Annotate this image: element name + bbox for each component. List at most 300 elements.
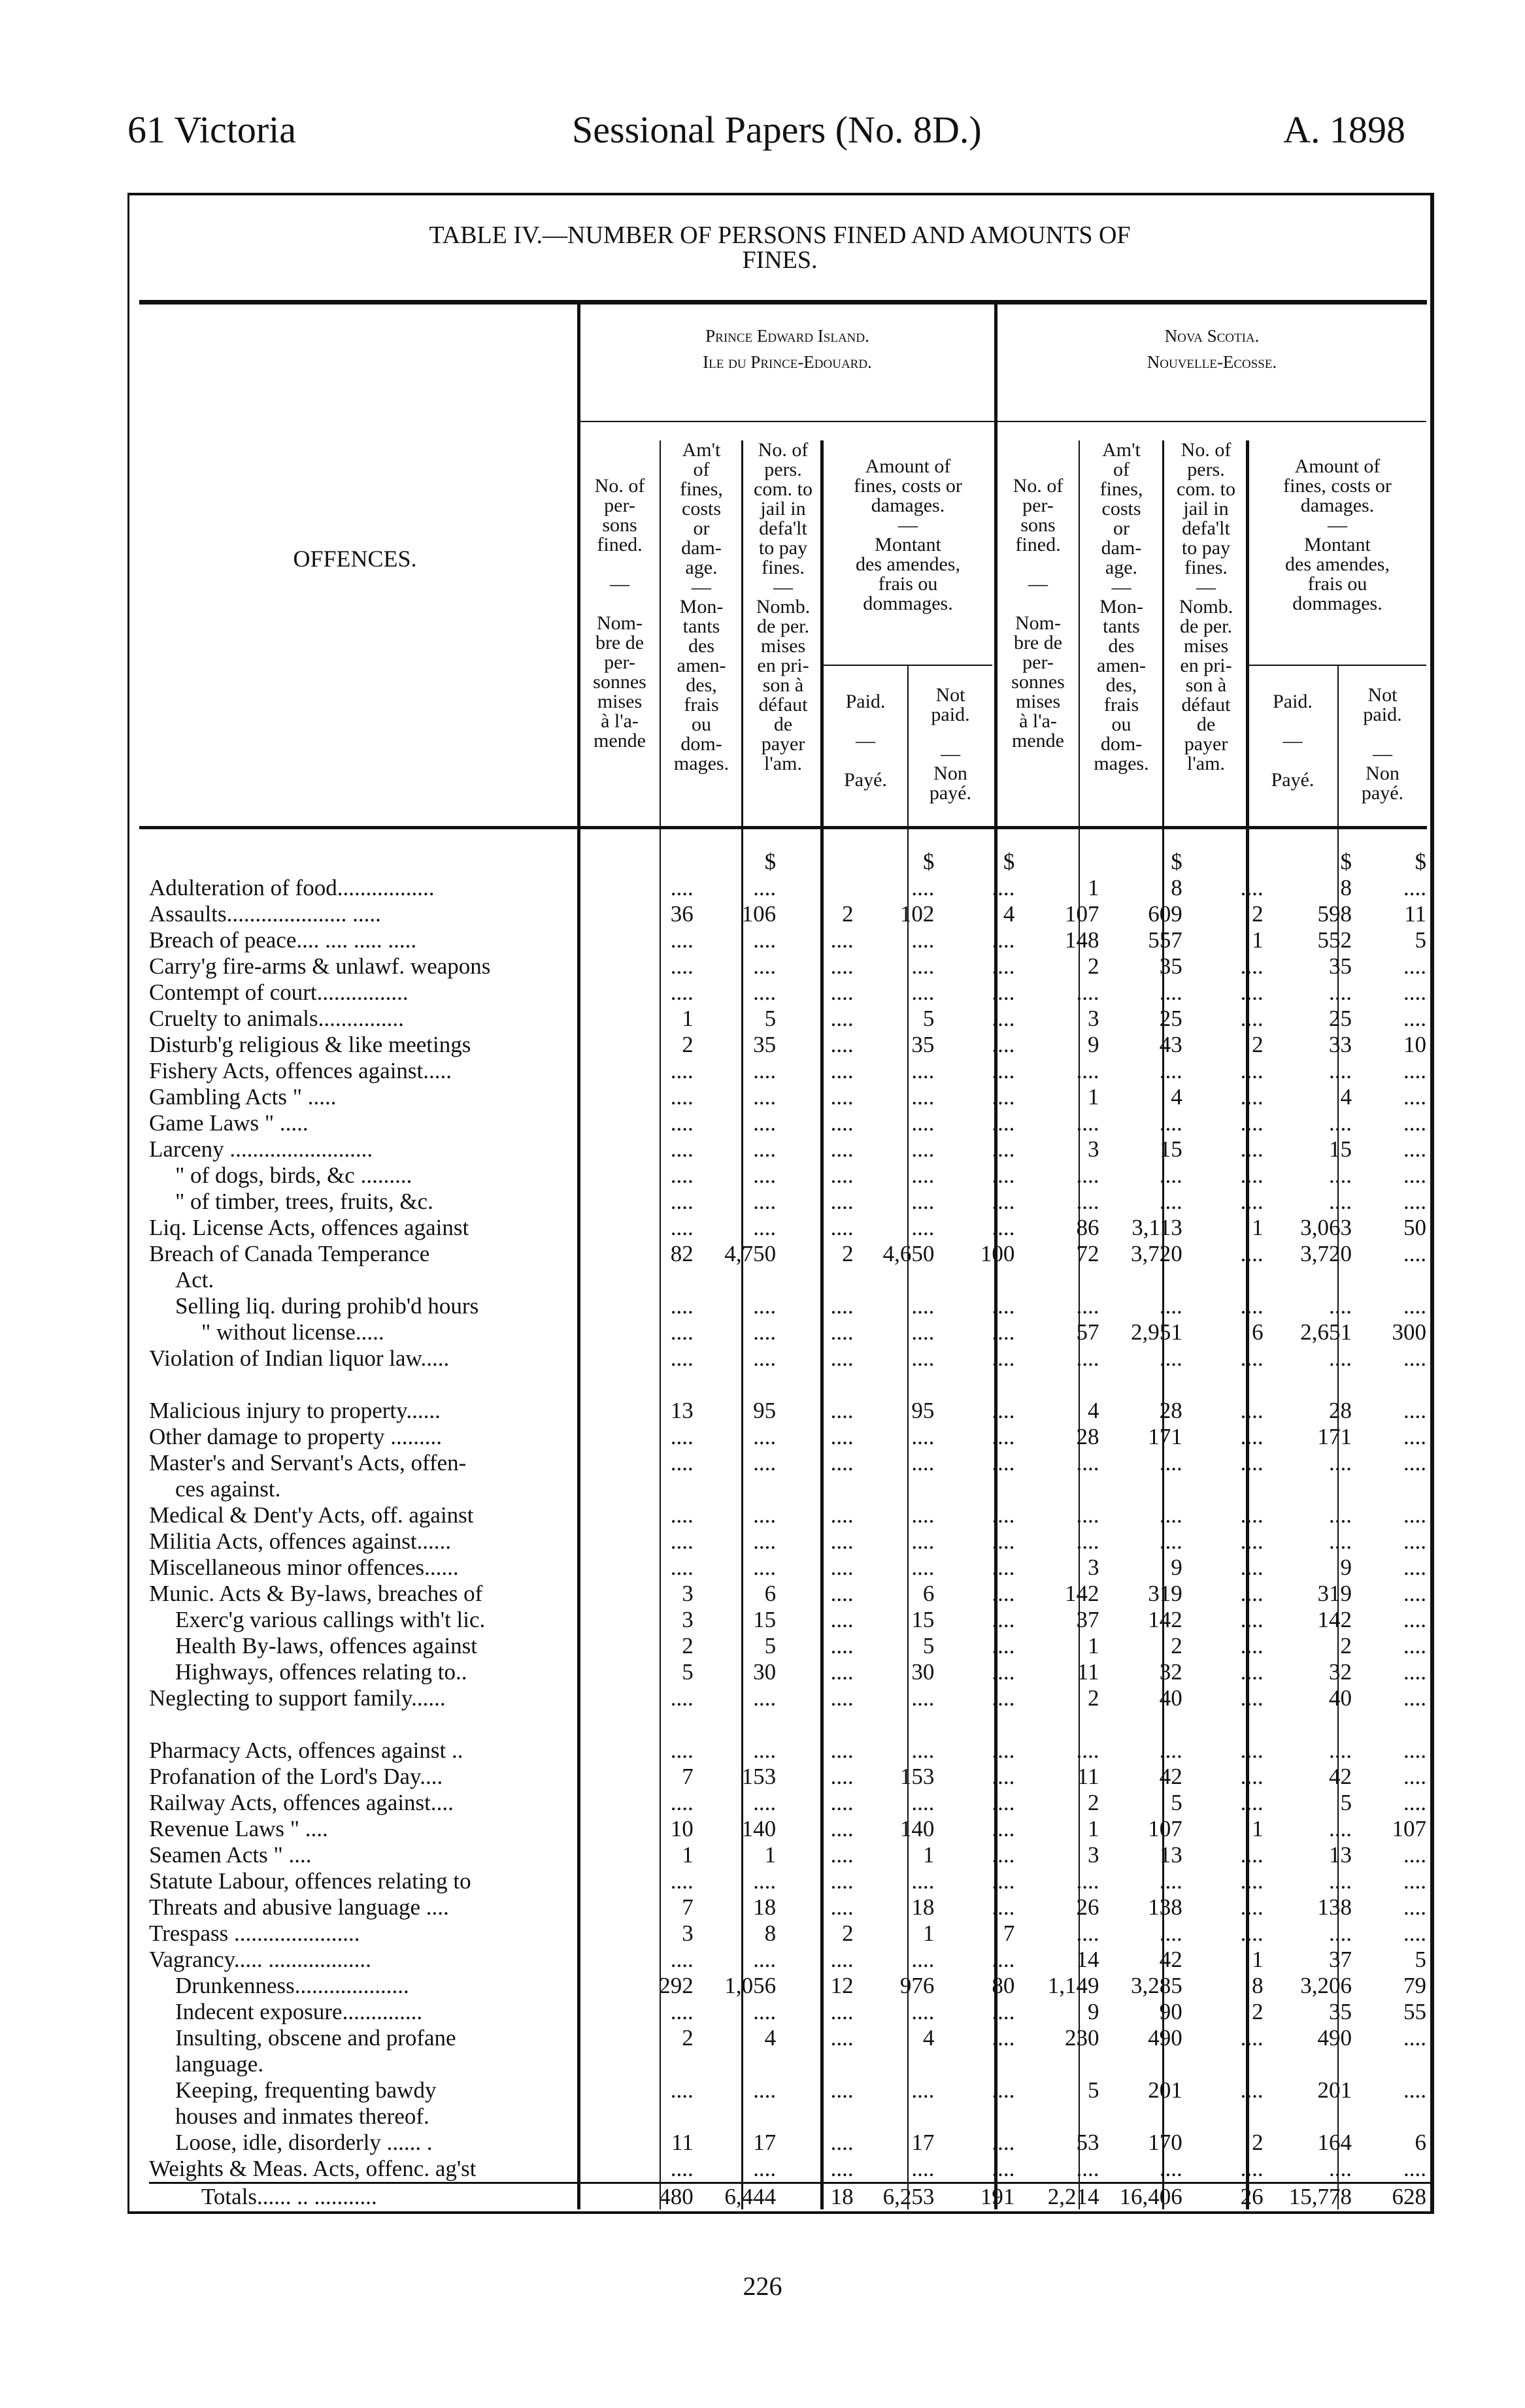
table-cell: 2 [842,1921,854,1946]
table-cell: .... [753,2077,777,2103]
table-cell: .... [1159,1293,1182,1319]
table-cell [697,1476,780,1502]
header-year: A. 1898 [1283,108,1405,151]
table-cell: .... [1328,1293,1352,1319]
table-cell: .... [1076,2156,1099,2181]
table-cell: .... [1240,1345,1264,1371]
pei-amount-group-head: Amount of fines, costs or damages. — Montant des amendes, frais ou dommages. [854,455,962,614]
offence-label: language. [175,2051,264,2077]
table-cell: 40 [1328,1685,1352,1711]
table-cell: .... [992,1999,1015,2024]
offence-label: Gambling Acts " ..... [149,1084,337,1110]
table-cell: .... [992,953,1015,979]
table-row [149,2156,1430,2183]
table-cell [697,2051,780,2077]
table-cell: .... [992,1581,1015,1606]
table-cell: $ [922,849,935,874]
offence-label: Munic. Acts & By-laws, breaches of [149,1581,483,1606]
table-cell: .... [911,1790,935,1815]
table-cell: .... [670,2156,694,2181]
table-frame [127,193,1434,2214]
table-cell: 26 [1076,1894,1099,1920]
table-cell: 2 [842,901,854,927]
ns-paid-rule [1248,665,1426,666]
table-cell: 6 [1252,1319,1264,1345]
table-cell: .... [753,1790,777,1815]
table-row [149,1319,1430,1345]
table-row [149,1502,1430,1528]
table-cell: .... [1328,1189,1352,1214]
table-cell: 42 [1159,1947,1182,1972]
table-cell: .... [830,1450,854,1476]
province-rule [580,421,1426,422]
table-cell: .... [992,1502,1015,1528]
table-cell: .... [753,1424,777,1449]
table-cell: 3 [1087,1842,1099,1868]
table-cell: 55 [1403,1999,1426,2024]
table-cell: 201 [1148,2077,1182,2103]
table-cell [1267,2051,1356,2077]
table-cell: .... [911,2156,935,2181]
table-cell [1267,1476,1356,1502]
table-cell: 4 [922,2025,935,2051]
table-cell: .... [1403,1345,1426,1371]
table-cell [780,1476,858,1502]
table-cell [858,2103,939,2130]
table-cell: .... [753,1345,777,1371]
province-pei-name-fr: Ile du Prince-Edouard. [703,352,872,372]
table-cell: .... [753,2156,777,2181]
table-cell: .... [1403,980,1426,1005]
table-cell [1186,1267,1267,1293]
table-cell: 171 [1317,1424,1352,1449]
table-cell: 6 [922,1581,935,1606]
offence-label: Miscellaneous minor offences...... [149,1555,459,1580]
table-cell: .... [753,1502,777,1528]
table-cell: .... [992,1136,1015,1162]
table-cell: 2 [1252,1032,1264,1057]
table-cell: .... [1159,2156,1182,2181]
table-cell: .... [1403,1555,1426,1580]
table-cell: .... [670,980,694,1005]
table-cell: .... [1403,1293,1426,1319]
table-cell: .... [670,1189,694,1214]
offence-label: Game Laws " ..... [149,1110,309,1136]
table-cell: 5 [1415,1947,1426,1972]
table-cell: .... [670,1058,694,1083]
table-cell: .... [911,1999,935,2024]
table-cell: 107 [1064,901,1099,927]
table-row [149,1659,1430,1685]
table-cell: .... [670,1528,694,1554]
offence-label: Health By-laws, offences against [175,1633,477,1658]
province-ns [997,323,1426,375]
table-cell: 30 [911,1659,935,1685]
offence-label: Selling liq. during prohib'd hours [175,1293,479,1319]
table-cell [1103,2103,1186,2130]
table-cell: .... [1240,1136,1264,1162]
table-cell: .... [911,2077,935,2103]
table-row [149,927,1430,953]
table-cell: 33 [1328,1032,1352,1057]
table-cell: 5 [1415,927,1426,953]
table-cell: .... [1403,1921,1426,1946]
table-cell: 7 [682,1894,694,1920]
table-cell: .... [1240,1424,1264,1449]
table-cell [1018,2051,1103,2077]
table-cell: .... [1328,1450,1352,1476]
table-cell: 201 [1317,2077,1352,2103]
table-cell: 36 [670,901,694,927]
table-cell: 191 [938,2183,1018,2211]
table-cell: .... [992,1842,1015,1868]
table-cell: .... [992,1084,1015,1110]
table-cell: .... [1240,1868,1264,1894]
pei-jail-head: No. of pers. com. to jail in defa'lt to pay fines. — Nomb. de per. mises en pri- son à défaut de payer l'am. [754,439,813,774]
table-cell: 106 [741,901,777,927]
table-cell: .... [1159,1345,1182,1371]
offence-label: Revenue Laws " .... [149,1816,328,1841]
table-cell: 79 [1403,1973,1426,1998]
table-cell: .... [911,1868,935,1894]
offence-label: Malicious injury to property...... [149,1398,441,1423]
table-cell: 1 [1087,1816,1099,1841]
table-cell: .... [1159,1868,1182,1894]
table-cell: 140 [741,1816,777,1841]
table-cell [858,1476,939,1502]
table-cell: 15 [1159,1136,1182,1162]
table-cell: 230 [1064,2025,1099,2051]
table-cell: 148 [1064,927,1099,953]
offence-label: Assaults..................... ..... [149,901,381,927]
ns-amount-head: Am't of fines, costs or dam- age. — Mon- tants des amen- des, frais ou dom- mages. [1094,439,1149,774]
table-cell: .... [1403,1528,1426,1554]
table-cell: 480 [615,2183,697,2211]
table-cell: 153 [741,1764,777,1789]
offence-label [149,836,615,875]
table-cell: .... [1076,1293,1099,1319]
table-cell: .... [1159,1189,1182,1214]
offence-label: Weights & Meas. Acts, offenc. ag'st [149,2156,477,2181]
table-cell: .... [670,1215,694,1240]
table-cell: 17 [911,2130,935,2155]
table-cell: .... [830,1633,854,1658]
table-cell: .... [753,953,777,979]
table-cell: .... [1076,1450,1099,1476]
table-cell: 3 [682,1581,694,1606]
table-cell: .... [992,1764,1015,1789]
table-row [149,1973,1430,1999]
table-cell: 53 [1076,2130,1099,2155]
table-cell: .... [830,1189,854,1214]
table-cell: .... [830,1293,854,1319]
offence-label: ces against. [175,1476,281,1502]
table-row [149,1868,1430,1894]
table-row [149,1921,1430,1947]
table-cell: .... [911,1502,935,1528]
table-cell [1186,2103,1267,2130]
table-cell: .... [670,1502,694,1528]
table-row [149,1633,1430,1659]
table-cell [938,2103,1018,2130]
table-cell: 3,206 [1300,1973,1352,1998]
table-cell: .... [670,1790,694,1815]
table-cell: .... [1159,1921,1182,1946]
table-cell: .... [1240,1189,1264,1214]
table-cell: .... [1403,1738,1426,1763]
table-row [149,2051,1430,2077]
table-cell: .... [753,1450,777,1476]
table-cell: .... [992,2130,1015,2155]
table-cell: .... [1240,1790,1264,1815]
table-cell: .... [753,1136,777,1162]
table-cell: .... [1403,1136,1426,1162]
table-cell: .... [911,980,935,1005]
table-cell: 2 [842,1241,854,1266]
offence-label: Insulting, obscene and profane [175,2025,456,2051]
table-cell: .... [753,1868,777,1894]
table-title-line1: TABLE IV.—NUMBER OF PERSONS FINED AND AMOUNTS OF [429,222,1131,249]
fines-table [149,836,1430,2210]
pei-paid-head: Paid. — Payé. [844,691,887,791]
table-cell: .... [830,1528,854,1554]
table-cell: 138 [1317,1894,1352,1920]
table-cell: 6 [764,1581,777,1606]
table-cell: 40 [1159,1685,1182,1711]
table-cell: 1 [1252,927,1264,953]
table-cell: 164 [1317,2130,1352,2155]
table-cell: .... [992,1058,1015,1083]
table-cell: .... [1076,1345,1099,1371]
table-cell: .... [1240,2156,1264,2181]
table-cell: .... [911,1163,935,1188]
spacer-row [149,1711,1430,1738]
table-cell: .... [753,1215,777,1240]
table-cell: 11 [1077,1659,1099,1685]
table-cell: .... [1403,1764,1426,1789]
table-cell: .... [1403,1842,1426,1868]
table-cell: .... [1240,2025,1264,2051]
table-row [149,1189,1430,1215]
page-header [127,108,1405,160]
table-cell: .... [753,1947,777,1972]
table-row [149,1607,1430,1633]
table-cell: 319 [1317,1581,1352,1606]
table-cell: .... [753,1685,777,1711]
table-cell [697,1267,780,1293]
table-cell: .... [1240,1163,1264,1188]
table-cell: .... [830,1581,854,1606]
table-cell: 490 [1317,2025,1352,2051]
table-cell: .... [670,1450,694,1476]
table-cell: .... [1403,1189,1426,1214]
table-cell: .... [992,1398,1015,1423]
table-cell: 2 [1252,901,1264,927]
table-cell: .... [670,1555,694,1580]
table-cell: .... [911,1450,935,1476]
table-cell: 1 [1252,1947,1264,1972]
table-cell: .... [753,1528,777,1554]
table-cell: 16,406 [1103,2183,1186,2211]
table-cell: 32 [1159,1659,1182,1685]
table-cell: .... [830,1894,854,1920]
table-cell: .... [911,1528,935,1554]
table-cell: 82 [670,1241,694,1266]
table-cell: .... [1403,1110,1426,1136]
offence-label: Carry'g fire-arms & unlawf. weapons [149,953,491,979]
table-cell: .... [830,1424,854,1449]
table-cell: .... [1076,1738,1099,1763]
spacer-row [149,1372,1430,1398]
table-row [149,1816,1430,1842]
table-cell: 2 [682,2025,694,2051]
table-cell [1018,836,1103,875]
table-cell: 142 [1064,1581,1099,1606]
table-cell: .... [1403,1659,1426,1685]
dollar-sign-row [149,836,1430,875]
table-cell: .... [1240,953,1264,979]
table-cell: 15,778 [1267,2183,1356,2211]
table-row [149,1764,1430,1790]
table-cell: .... [753,1319,777,1345]
table-cell: .... [911,1345,935,1371]
table-cell: 15 [1328,1136,1352,1162]
table-cell [1186,2051,1267,2077]
table-cell: 5 [1087,2077,1099,2103]
table-cell: .... [911,1293,935,1319]
table-cell: .... [992,2156,1015,2181]
table-cell: .... [1076,1058,1099,1083]
table-cell: .... [670,2077,694,2103]
table-cell: .... [830,2156,854,2181]
table-cell: .... [992,1319,1015,1345]
table-cell: .... [1240,1084,1264,1110]
table-cell: 2 [1340,1633,1352,1658]
table-cell: 10 [1403,1032,1426,1057]
table-cell: .... [753,1084,777,1110]
ns-paid-head: Paid. — Payé. [1271,691,1315,791]
table-cell: .... [1076,1502,1099,1528]
table-row [149,1293,1430,1319]
table-cell: .... [830,1738,854,1763]
table-cell: .... [1403,1450,1426,1476]
offence-label: Breach of peace.... .... ..... ..... [149,927,417,953]
table-cell: .... [830,2130,854,2155]
table-cell: 5 [922,1006,935,1031]
table-cell [938,1476,1018,1502]
offence-label: Master's and Servant's Acts, offen- [149,1450,467,1476]
table-cell: 609 [1148,901,1182,927]
table-cell [615,1476,697,1502]
table-cell: .... [1328,2156,1352,2181]
table-cell: .... [830,1398,854,1423]
table-cell: .... [1403,1006,1426,1031]
table-cell: .... [1403,2077,1426,2103]
table-cell: .... [1403,1894,1426,1920]
table-cell: 37 [1076,1607,1099,1632]
table-cell: 292 [659,1973,694,1998]
table-cell: .... [830,1006,854,1031]
table-cell: 95 [753,1398,777,1423]
table-cell: .... [1328,1528,1352,1554]
table-cell: .... [1328,1163,1352,1188]
pei-amount-head: Am't of fines, costs or dam- age. — Mon- tants des amen- des, frais ou dom- mages. [673,439,729,774]
table-row [149,1790,1430,1816]
table-cell: .... [830,1790,854,1815]
table-cell: .... [1328,1345,1352,1371]
table-cell: .... [1076,1110,1099,1136]
table-cell: .... [992,1947,1015,1972]
table-cell: 28 [1159,1398,1182,1423]
offence-label: Larceny ......................... [149,1136,373,1162]
table-cell: 80 [992,1973,1015,1998]
table-cell [1103,2051,1186,2077]
table-cell: .... [830,1032,854,1057]
table-cell: .... [830,1607,854,1632]
table-cell: .... [670,1947,694,1972]
table-row [149,1163,1430,1189]
table-cell: .... [911,1189,935,1214]
table-cell: 13 [1328,1842,1352,1868]
province-pei-name-en: Prince Edward Island. [705,326,869,346]
offence-label: Adulteration of food................. [149,875,435,900]
table-cell: 2 [1087,953,1099,979]
table-cell: .... [1403,1084,1426,1110]
table-cell: 3 [1087,1555,1099,1580]
table-cell: .... [1328,980,1352,1005]
table-cell: 1 [1252,1816,1264,1841]
table-cell: 3 [682,1921,694,1946]
table-cell [858,2051,939,2077]
table-cell: .... [1159,1450,1182,1476]
table-cell: 138 [1148,1894,1182,1920]
table-cell: .... [911,1424,935,1449]
table-cell: .... [670,1110,694,1136]
table-cell: 1 [764,1842,777,1868]
offence-label: Act. [175,1267,214,1293]
table-cell: .... [1328,1738,1352,1763]
table-cell: 4,750 [724,1241,777,1266]
offence-label: Medical & Dent'y Acts, off. against [149,1502,474,1528]
table-cell: 2 [1171,1633,1182,1658]
table-cell: .... [1328,1921,1352,1946]
table-cell: .... [1240,1607,1264,1632]
table-cell: .... [670,1424,694,1449]
ns-jail-head: No. of pers. com. to jail in defa'lt to pay fines. — Nomb. de per. mises en pri- son à défaut de payer l'am. [1177,439,1235,774]
table-cell: .... [1240,2077,1264,2103]
table-cell: 1 [1087,1084,1099,1110]
table-cell [780,1267,858,1293]
table-row [149,1999,1430,2025]
table-cell [1186,1476,1267,1502]
table-cell: .... [992,1032,1015,1057]
table-cell: 32 [1328,1659,1352,1685]
table-cell: .... [830,1345,854,1371]
table-cell: .... [911,1738,935,1763]
table-cell: 5 [764,1006,777,1031]
table-cell: 18 [780,2183,858,2211]
table-cell: .... [1240,1502,1264,1528]
table-cell: 8 [1340,875,1352,900]
table-cell [780,2051,858,2077]
table-row [149,1476,1430,1502]
table-cell: 25 [1328,1006,1352,1031]
table-cell: .... [670,875,694,900]
table-row [149,875,1430,901]
table-cell: .... [670,1738,694,1763]
table-cell: 18 [753,1894,777,1920]
table-cell: .... [992,1189,1015,1214]
